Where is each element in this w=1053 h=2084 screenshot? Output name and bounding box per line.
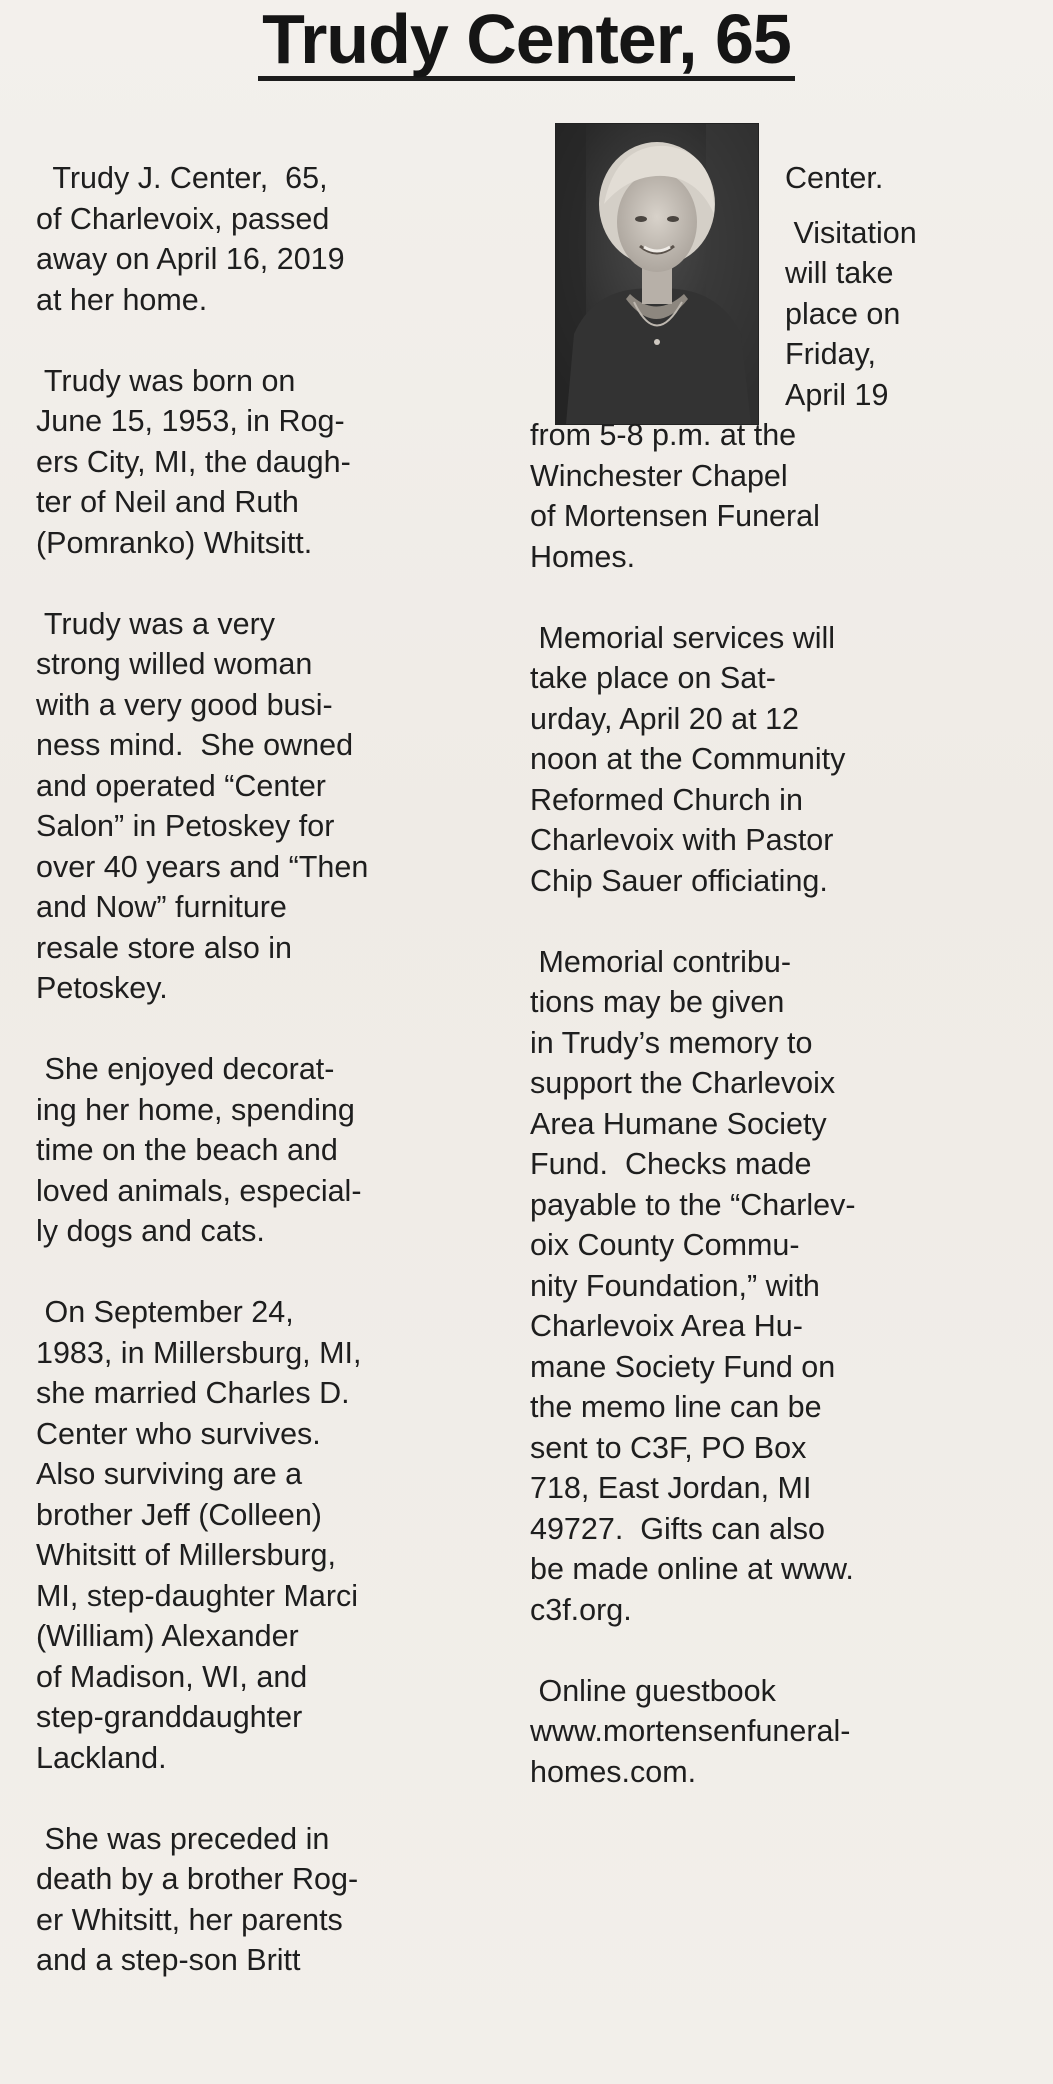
guestbook-link: www.mortensenfuneral- — [530, 1714, 851, 1748]
text-line: Area Humane Society — [530, 1106, 827, 1141]
text-line: Center who survives. — [36, 1416, 321, 1451]
paragraph-memorial-services — [530, 618, 1000, 902]
text-line: brother Jeff (Colleen) — [36, 1497, 322, 1532]
paragraph-guestbook — [530, 1671, 1000, 1793]
text-line: with a very good busi- — [36, 687, 333, 722]
text-line: She was preceded in — [36, 1821, 330, 1856]
text-line: sent to C3F, PO Box — [530, 1430, 807, 1465]
text-line: step-granddaughter — [36, 1700, 303, 1734]
guestbook-link: homes.com. — [530, 1754, 697, 1789]
text-line: Reformed Church in — [530, 782, 803, 817]
paragraph-visitation — [530, 213, 1000, 578]
text-line: and Now” furniture — [36, 890, 287, 924]
text-line: the memo line can be — [530, 1390, 822, 1424]
text-line: will take — [785, 256, 894, 290]
text-line: Whitsitt of Millersburg, — [36, 1538, 336, 1572]
text-line: noon at the Community — [530, 742, 846, 776]
paragraph-death-notice — [36, 158, 506, 320]
text-line: April 19 — [785, 377, 889, 412]
text-line: be made online at www. — [530, 1552, 854, 1586]
text-line: place on — [785, 296, 901, 331]
text-line: She enjoyed decorat- — [36, 1052, 335, 1086]
text-line: Trudy was born on — [36, 363, 296, 398]
text-line: time on the beach and — [36, 1133, 338, 1167]
text-line: she married Charles D. — [36, 1376, 350, 1410]
paragraph-survivors — [36, 1292, 506, 1778]
paragraph-gap — [36, 1778, 506, 1819]
text-line: ly dogs and cats. — [36, 1214, 265, 1248]
text-line: Winchester Chapel — [530, 458, 788, 493]
text-line: Homes. — [530, 539, 636, 574]
text-line: of Charlevoix, passed — [36, 201, 330, 236]
text-line: take place on Sat- — [530, 661, 776, 695]
paragraph-gap — [36, 563, 506, 604]
paragraph-gap — [36, 320, 506, 361]
paragraph-gap — [36, 1252, 506, 1293]
paragraph-gap — [530, 901, 1000, 942]
text-line: Trudy was a very — [36, 606, 275, 641]
paragraph-gap — [530, 577, 1000, 618]
text-line: in Trudy’s memory to — [530, 1025, 813, 1060]
text-line: (William) Alexander — [36, 1619, 299, 1653]
text-line: On September 24, — [36, 1295, 294, 1329]
text-line: ter of Neil and Ruth — [36, 485, 299, 519]
text-line: payable to the “Charlev- — [530, 1187, 856, 1222]
paragraph-preceded — [36, 1819, 506, 1981]
text-line: 49727. Gifts can also — [530, 1511, 826, 1546]
text-line: ness mind. She owned — [36, 728, 354, 762]
text-line: urday, April 20 at 12 — [530, 701, 800, 736]
text-line: Fund. Checks made — [530, 1147, 812, 1181]
text-line: Charlevoix Area Hu- — [530, 1309, 803, 1343]
paragraph-interests — [36, 1049, 506, 1252]
text-line: Trudy J. Center, 65, — [36, 161, 328, 195]
text-line: from 5-8 p.m. at the — [530, 418, 797, 452]
text-line: Charlevoix with Pastor — [530, 823, 834, 857]
text-line: Also surviving are a — [36, 1457, 303, 1491]
text-line: tions may be given — [530, 985, 785, 1019]
text-line: Memorial services will — [530, 620, 836, 655]
text-line: loved animals, especial- — [36, 1173, 362, 1208]
text-line: of Mortensen Funeral — [530, 499, 820, 533]
text-line: Petoskey. — [36, 971, 168, 1005]
text-line: (Pomranko) Whitsitt. — [36, 525, 313, 560]
text-line: oix County Commu- — [530, 1228, 800, 1262]
text-line: mane Society Fund on — [530, 1349, 836, 1384]
text-line: er Whitsitt, her parents — [36, 1902, 343, 1937]
text-line: Lackland. — [36, 1740, 167, 1775]
text-line: Friday, — [785, 337, 876, 371]
text-line: 718, East Jordan, MI — [530, 1471, 812, 1505]
paragraph-contributions — [530, 942, 1000, 1631]
text-line: ing her home, spending — [36, 1092, 355, 1127]
text-line: and a step-son Britt — [36, 1943, 301, 1977]
text-line: death by a brother Rog- — [36, 1862, 359, 1896]
text-line: c3f.org. — [530, 1592, 632, 1627]
text-line: strong willed woman — [36, 647, 313, 681]
paragraph-gap — [530, 199, 1000, 213]
text-line: and operated “Center — [36, 768, 326, 803]
text-line: Online guestbook — [530, 1673, 776, 1708]
paragraph-gap — [530, 1630, 1000, 1671]
left-column — [36, 158, 506, 1981]
text-line: ers City, MI, the daugh- — [36, 444, 351, 479]
right-column — [530, 158, 1000, 1792]
text-line: Salon” in Petoskey for — [36, 809, 335, 843]
text-line: June 15, 1953, in Rog- — [36, 404, 345, 438]
text-line: resale store also in — [36, 930, 292, 965]
obituary-headline — [0, 2, 1053, 81]
text-line: Visitation — [785, 215, 917, 250]
paragraph-gap — [36, 1009, 506, 1050]
text-line: Chip Sauer officiating. — [530, 863, 828, 898]
paragraph-birth — [36, 361, 506, 564]
text-line: support the Charlevoix — [530, 1066, 836, 1100]
text-line: nity Foundation,” with — [530, 1268, 820, 1303]
text-line: away on April 16, 2019 — [36, 242, 345, 276]
text-line: 1983, in Millersburg, MI, — [36, 1335, 362, 1370]
text-line: MI, step-daughter Marci — [36, 1578, 359, 1613]
text-line: Center. — [785, 161, 884, 195]
paragraph-continued — [530, 158, 1000, 199]
text-line: Memorial contribu- — [530, 944, 792, 979]
text-line: at her home. — [36, 282, 208, 317]
text-line: over 40 years and “Then — [36, 849, 369, 884]
text-line: of Madison, WI, and — [36, 1659, 308, 1694]
headline-text: Trudy Center, 65 — [258, 2, 795, 81]
paragraph-career — [36, 604, 506, 1009]
